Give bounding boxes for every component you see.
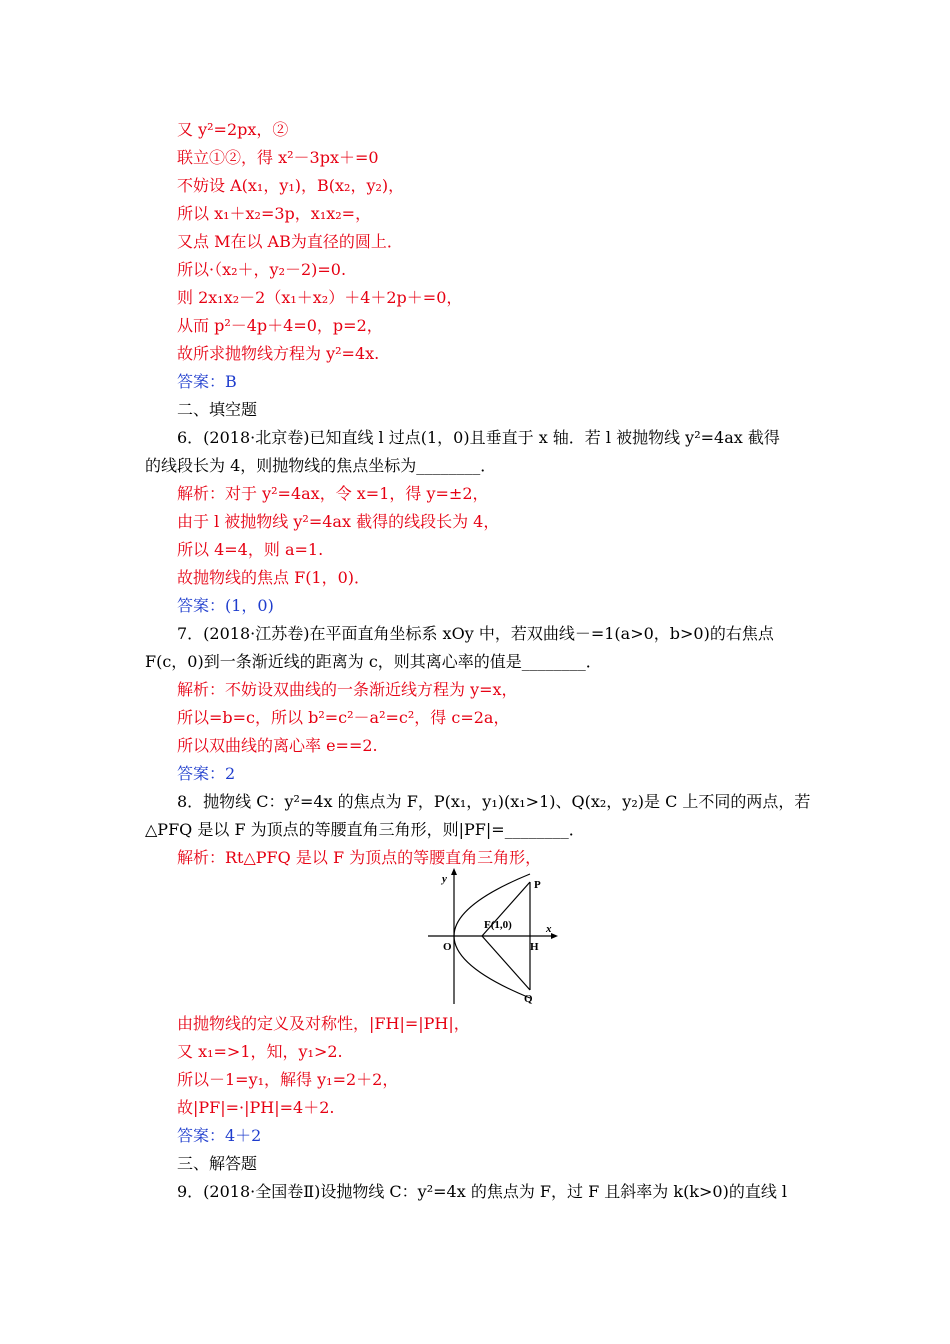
answer-line: 答案：4＋2 [177, 1126, 262, 1145]
solution-line: 由于 l 被抛物线 y²=4ax 截得的线段长为 4， [177, 512, 500, 531]
solution-line: 故|PF|=·|PH|=4＋2. [177, 1098, 335, 1117]
question-line: 6．(2018·北京卷)已知直线 l 过点(1，0)且垂直于 x 轴．若 l 被抛物线 y²=4ax 截得 [177, 428, 780, 447]
parabola-figure [426, 868, 558, 1006]
solution-line: 又 x₁=>1，知，y₁>2. [177, 1042, 343, 1061]
point-q-label: Q [524, 993, 533, 1005]
solution-line: 联立①②，得 x²－3px＋=0 [177, 148, 379, 167]
x-axis-label: x [546, 923, 552, 935]
solution-line: 由抛物线的定义及对称性，|FH|=|PH|， [177, 1014, 470, 1033]
point-p-label: P [534, 879, 541, 891]
solution-line: 所以双曲线的离心率 e==2. [177, 736, 378, 755]
answer-line: 答案：2 [177, 764, 236, 783]
solution-line: 解析：Rt△PFQ 是以 F 为顶点的等腰直角三角形， [177, 848, 542, 867]
solution-line: 从而 p²－4p＋4=0，p=2， [177, 316, 383, 335]
solution-line: 不妨设 A(x₁，y₁)，B(x₂，y₂)， [177, 176, 405, 195]
solution-line: 又 y²=2px，② [177, 120, 289, 139]
solution-line: 所以－1=y₁，解得 y₁=2＋2， [177, 1070, 399, 1089]
answer-line: 答案：B [177, 372, 237, 391]
question-line: 的线段长为 4，则抛物线的焦点坐标为________． [145, 456, 497, 475]
focus-label: F(1,0) [484, 919, 512, 931]
solution-line: 解析：不妨设双曲线的一条渐近线方程为 y=x， [177, 680, 518, 699]
section-heading: 三、解答题 [177, 1154, 258, 1173]
solution-line: 又点 M在以 AB为直径的圆上． [177, 232, 403, 251]
solution-line: 所以 4=4，则 a=1. [177, 540, 324, 559]
answer-line: 答案：(1，0) [177, 596, 274, 615]
solution-line: 所以=b=c，所以 b²=c²－a²=c²，得 c=2a， [177, 708, 510, 727]
question-line: △PFQ 是以 F 为顶点的等腰直角三角形，则|PF|=________． [145, 820, 585, 839]
question-line: F(c，0)到一条渐近线的距离为 c，则其离心率的值是________． [145, 652, 602, 671]
solution-line: 所以·（x₂＋，y₂－2)=0. [177, 260, 347, 279]
y-arrow [451, 868, 457, 875]
solution-line: 解析：对于 y²=4ax，令 x=1，得 y=±2， [177, 484, 489, 503]
section-heading: 二、填空题 [177, 400, 258, 419]
segment-fq [482, 936, 530, 990]
point-h-label: H [530, 941, 539, 953]
solution-line: 故所求抛物线方程为 y²=4x. [177, 344, 380, 363]
solution-line: 则 2x₁x₂－2（x₁＋x₂）＋4＋2p＋=0， [177, 288, 463, 307]
question-line: 9．(2018·全国卷Ⅱ)设抛物线 C：y²=4x 的焦点为 F，过 F 且斜率为 k(k>0)的直线 l [177, 1182, 788, 1201]
solution-line: 故抛物线的焦点 F(1，0)． [177, 568, 371, 587]
question-line: 8．抛物线 C：y²=4x 的焦点为 F，P(x₁，y₁)(x₁>1)、Q(x₂，y₂)是 C 上不同的两点，若 [177, 792, 811, 811]
origin-label: O [443, 941, 452, 953]
solution-line: 所以 x₁＋x₂=3p，x₁x₂=， [177, 204, 372, 223]
question-line: 7．(2018·江苏卷)在平面直角坐标系 xOy 中，若双曲线－=1(a>0，b>0)的右焦点 [177, 624, 774, 643]
x-arrow [551, 933, 558, 939]
y-axis-label: y [442, 873, 447, 885]
